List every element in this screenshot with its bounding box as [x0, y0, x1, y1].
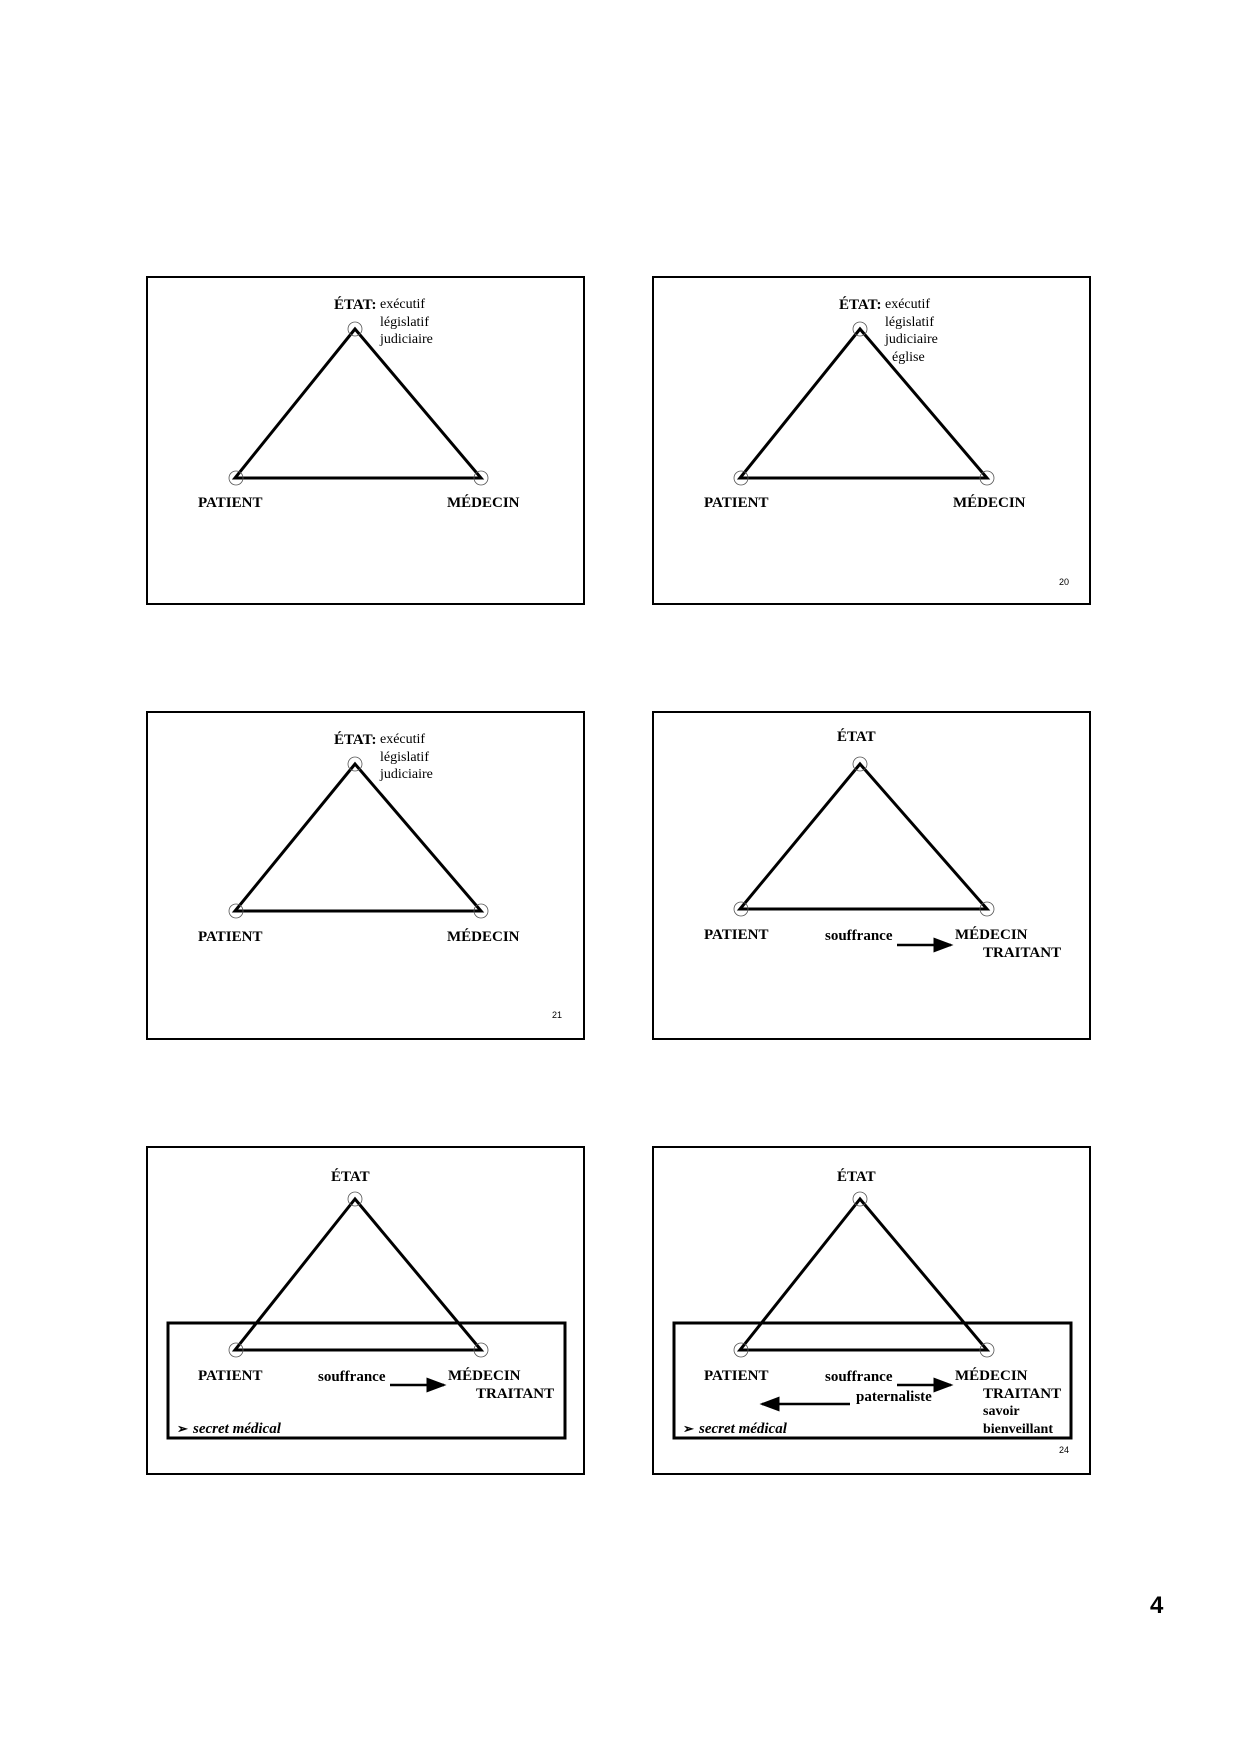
slide-number: 24 [1059, 1445, 1070, 1455]
secret-medical-label: secret médical [699, 1421, 787, 1437]
patient-label: PATIENT [704, 927, 769, 943]
medecin-sub-bienveillant: bienveillant [983, 1422, 1054, 1437]
medecin-sub-label: TRAITANT [476, 1386, 555, 1402]
patient-label: PATIENT [198, 929, 263, 945]
medecin-sub-label: TRAITANT [983, 1386, 1062, 1402]
triangle-diagram [148, 713, 583, 1038]
patient-label: PATIENT [704, 495, 769, 511]
triangle-diagram [654, 713, 1089, 1038]
slide-2 [652, 276, 1091, 605]
medecin-sub-savoir: savoir [983, 1404, 1020, 1419]
souffrance-label: souffrance [825, 1369, 893, 1385]
patient-label: PATIENT [198, 1368, 263, 1384]
patient-label: PATIENT [198, 495, 263, 511]
etat-detail-2: législatif [380, 315, 429, 330]
souffrance-label: souffrance [318, 1369, 386, 1385]
medecin-label: MÉDECIN [955, 927, 1028, 943]
etat-label: ÉTAT: [334, 732, 377, 748]
slide-number: 20 [1059, 577, 1070, 587]
patient-label: PATIENT [704, 1368, 769, 1384]
etat-detail-1: exécutif [885, 297, 931, 312]
medecin-label: MÉDECIN [448, 1368, 521, 1384]
etat-label: ÉTAT: [839, 297, 882, 313]
etat-detail-3: judiciaire [885, 332, 938, 347]
etat-detail-2: législatif [380, 750, 429, 765]
etat-label: ÉTAT [837, 729, 876, 745]
medecin-sub-label: TRAITANT [983, 945, 1062, 961]
secret-medical-label: secret médical [193, 1421, 281, 1437]
etat-detail-4: église [892, 350, 925, 365]
slide-3 [146, 711, 585, 1040]
slide-4 [652, 711, 1091, 1040]
bullet-arrow-icon: ➢ [177, 1421, 188, 1436]
paternaliste-label: paternaliste [856, 1389, 932, 1405]
etat-label: ÉTAT [331, 1169, 370, 1185]
bullet-arrow-icon: ➢ [683, 1421, 694, 1436]
etat-label: ÉTAT [837, 1169, 876, 1185]
slide-6 [652, 1146, 1091, 1475]
slide-number: 21 [552, 1010, 563, 1020]
etat-detail-3: judiciaire [380, 332, 433, 347]
medecin-label: MÉDECIN [447, 495, 520, 511]
etat-detail-1: exécutif [380, 297, 426, 312]
slide-5 [146, 1146, 585, 1475]
etat-detail-2: législatif [885, 315, 934, 330]
etat-detail-1: exécutif [380, 732, 426, 747]
triangle-diagram [148, 278, 583, 603]
slide-1 [146, 276, 585, 605]
etat-label: ÉTAT: [334, 297, 377, 313]
souffrance-label: souffrance [825, 928, 893, 944]
medecin-label: MÉDECIN [447, 929, 520, 945]
medecin-label: MÉDECIN [953, 495, 1026, 511]
medecin-label: MÉDECIN [955, 1368, 1028, 1384]
etat-detail-3: judiciaire [380, 767, 433, 782]
page-number: 4 [1150, 1592, 1164, 1619]
triangle-diagram [654, 278, 1089, 603]
